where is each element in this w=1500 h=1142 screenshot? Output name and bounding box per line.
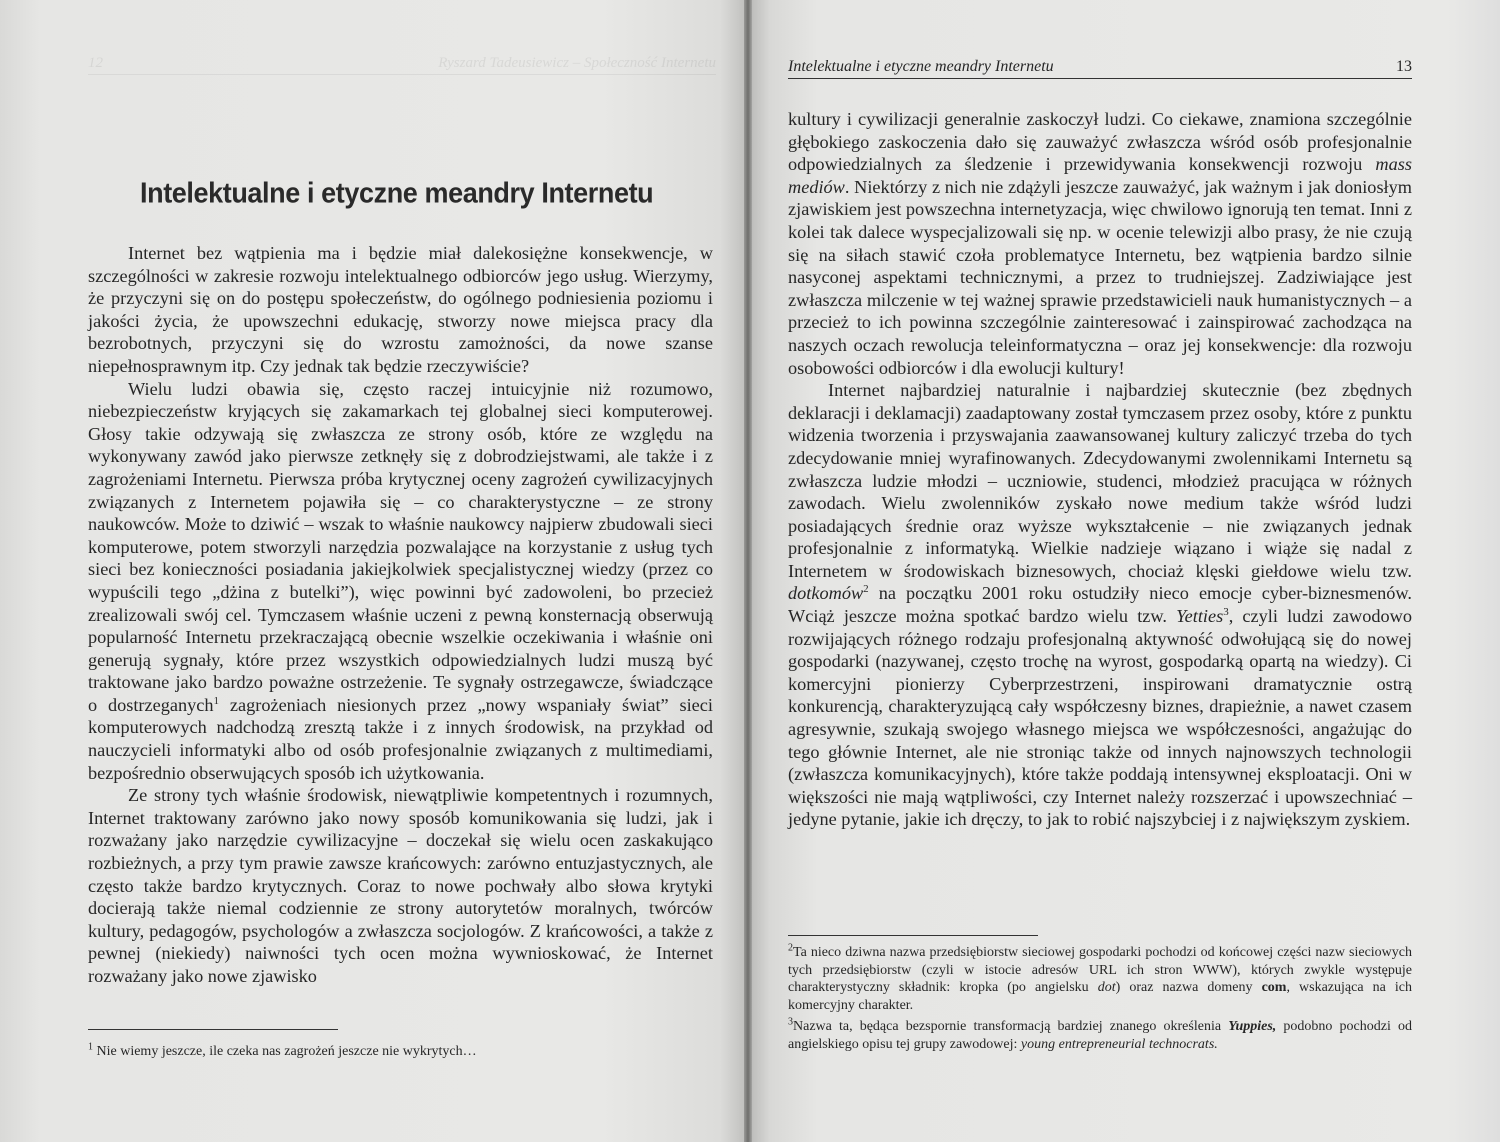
text-run: ) oraz nazwa domeny [1115, 980, 1253, 995]
ghost-title: Ryszard Tadeusiewicz – Społeczność Internetu [438, 55, 716, 71]
emphasis-dotkomow: dotkomów [788, 583, 864, 604]
text-run: Nazwa ta, będąca bezspornie transformacją bardziej znanego określenia [793, 1019, 1222, 1034]
left-body-text [88, 242, 713, 988]
emphasis-com: com [1261, 980, 1287, 995]
paragraph-2-text: Wielu ludzi obawia się, często raczej intuicyjnie niż rozumowo, niebezpieczeństw kryjących się zakamarkach tej globalnej sieci komputerowej. Głosy takie odzywają się zwłaszcza ze strony osób, które ze względu na wykonywany zawód jako pierwsze zetknęły się z dobrodziejstwami, ale także i z zagrożeniami Internetu. Pierwsza próba krytycznej oceny zagrożeń cywilizacyjnych związanych z Internetem pojawiła się – co charakterystyczne – ze strony naukowców. Może to dziwić – wszak to właśnie naukowcy najpierw zbudowali sieci komputerowe, potem stworzyli narzędzia pozwalające na korzystanie z usług tych sieci bez konieczności posiadania jakiejkolwiek specjalistycznej wiedzy (przez co wypuścili tego „dżina z butelki”), więc powinni być zadowoleni, bo przecież zrealizowali swój cel. Tymczasem właśnie uczeni z pewną konsternacją obserwują popularność Internetu przekraczającą obecnie wszelkie oczekiwania i właśnie oni generują sygnały, które przez wszystkich odpowiedzialnych ludzi muszą być traktowane jako bardzo poważne ostrzeżenie. Te sygnały ostrzegawcze, świadczące o dostrzeganych [88, 378, 713, 715]
running-head-title: Intelektualne i etyczne meandry Internetu [788, 58, 1054, 75]
emphasis-mass-media: mass mediów [788, 154, 1412, 197]
text-run: , czyli ludzi zawodowo rozwijających różnego rodzaju profesjonalną aktywność odwołującą się do nowej gospodarki (nazywanej, często trochę na wyrost, gospodarką opartą na wiedzy). Ci komercyjni pionierzy Cyberprzestrzeni, inspirowani dramatycznie ostrą konkurencją, charakteryzującą cały współczesny biznes, drapieżnie, a nawet czasem agresywnie, szukają swojego własnego miejsca we współczesności, angażując do tego głównie Internet, ale nie stroniąc także od innych najnowszych technologii (zwłaszcza komunikacyjnych), które także poddają intensywnej eksploatacji. Oni w większości nie mają wątpliwości, czy Internet należy rozszerzać i upowszechniać – jedyne pytanie, jakie ich dręczy, to jak to robić najszybciej i z największym zyskiem. [788, 606, 1412, 830]
footnote-marker-1: 1 [213, 694, 220, 707]
paragraph-internet-adoption [788, 379, 1412, 831]
right-page [748, 0, 1500, 1142]
footnote-marker-3: 3 [1223, 605, 1229, 618]
emphasis-yetties: Yetties [1176, 606, 1224, 627]
ghost-header [88, 55, 716, 75]
footnotes-right [788, 944, 1412, 1057]
footnote-3 [788, 1018, 1412, 1053]
text-run: na początku 2001 roku ostudziły nieco emocje cyber-biznesmenów. Wciąż jeszcze można spotkać bardzo wielu tzw. [788, 583, 1412, 627]
paragraph-2 [88, 378, 713, 785]
page-number: 13 [1396, 58, 1412, 75]
text-run: Ta nieco dziwna nazwa przedsiębiorstw sieciowej gospodarki pochodzi od końcowej części nazw sieciowych tych przedsiębiorstw (czyli w istocie adresów URL ich stron WWW), których zwykle występuje charakterystyczny składnik: kropka (po angielsku [788, 945, 1412, 995]
footnote-rule-left [88, 1029, 338, 1030]
text-run: , wskazująca na ich komercyjny charakter. [788, 980, 1413, 1013]
paragraph-2-cont: zagrożeniach niesionych przez „nowy wspaniały świat” sieci komputerowych nadchodzą zresztą także i z innych środowisk, na przykład od nauczycieli informatyki albo od osób profesjonalnie związanych z multimediami, bezpośrednio obserwujących sposób ich użytkowania. [88, 694, 713, 783]
book-gutter [744, 0, 752, 1142]
footnote-rule-right [788, 935, 1038, 936]
right-body-text [788, 108, 1412, 831]
footnote-1-number: 1 [88, 1041, 93, 1053]
text-run: Internet najbardziej naturalnie i najbardziej skutecznie (bez zbędnych deklaracji i deklamacji) zaadaptowany został tymczasem przez osoby, które z punktu widzenia tworzenia i przyswajania zaawansowanej kultury zaliczyć trzeba do tych zdecydowanie mniej wyrafinowanych. Zdecydowanymi zwolennikami Internetu są zwłaszcza ludzie młodzi – uczniowie, studenci, młodzież pracująca w różnych zawodach. Wielu zwolenników zyskało nowe medium także wśród ludzi posiadających średnie oraz wyższe wykształcenie – nie związanych jednak profesjonalnie z informatyką. Wielkie nadzieje wiązano i wiąże się nadal z Internetem w środowiskach biznesowych, chociaż klęski giełdowe wielu tzw. [788, 380, 1412, 581]
footnote-3-number: 3 [788, 1016, 793, 1028]
paragraph-3: Ze strony tych właśnie środowisk, niewątpliwie kompetentnych i rozumnych, Internet traktowany zarówno jako nowy sposób komunikowania się ludzi, jak i rozważany jako narzędzie cywilizacyjne – doczekał się wielu ocen zaskakująco rozbieżnych, a przy tym prawie zawsze krańcowych: zarówno entuzjastycznych, ale często także bardzo krytycznych. Coraz to nowe pochwały albo słowa krytyki docierają także niemal codziennie ze strony autorytetów moralnych, twórców kultury, pedagogów, psychologów a zwłaszcza socjologów. Z krańcowości, a także z pewnej (niekiedy) naiwności tych ocen można wywnioskować, że Internet rozważany jako nowe zjawisko [88, 785, 713, 986]
footnote-marker-2: 2 [863, 583, 869, 596]
paragraph-1: Internet bez wątpienia ma i będzie miał dalekosiężne konsekwencje, w szczególności w zakresie rozwoju intelektualnego odbiorców jego usług. Wierzymy, że przyczyni się on do postępu społeczeństw, do ogólnego podniesienia poziomu i jakości życia, że upowszechni edukację, stworzy nowe miejsca pracy dla bezrobotnych, przyczyni się do wzrostu zamożności, da nowe szanse niepełnosprawnym itp. Czy jednak tak będzie rzeczywiście? [88, 243, 713, 376]
emphasis-young-entrepreneurial: young entrepreneurial technocrats. [1020, 1036, 1218, 1052]
emphasis-dot: dot [1097, 980, 1116, 995]
text-run: podobno pochodzi od angielskiego opisu tej grupy zawodowej: [788, 1019, 1412, 1052]
left-page [0, 0, 748, 1142]
footnote-2-number: 2 [788, 942, 793, 954]
footnote-2 [788, 944, 1412, 1014]
running-head [788, 58, 1412, 79]
ghost-page-number: 12 [88, 55, 103, 71]
chapter-title: Intelektualne i etyczne meandry Internetu [140, 177, 654, 209]
paragraph-continued [788, 108, 1412, 379]
footnote-1-text: Nie wiemy jeszcze, ile czeka nas zagrożeń jeszcze nie wykrytych… [96, 1044, 477, 1059]
emphasis-yuppies: Yuppies, [1228, 1019, 1277, 1034]
text-run: . Niektórzy z nich nie zdążyli jeszcze zauważyć, jak ważnym i jak doniosłym zjawiskiem jest powszechna internetyzacja, więc chwilowo ignorują ten temat. Inni z kolei tak dalece wyspecjalizowali się np. w ocenie telewizji albo prasy, że nie czują się na siłach stawić czoła problematyce Internetu, bez wątpienia bardzo silnie nasyconej aspektami technicznymi, a przez to trudniejszej. Zadziwiające jest zwłaszcza milczenie w tej ważnej sprawie przedstawicieli nauk humanistycznych – a przecież to ich powinna szczególnie zainteresować i zainspirować zachodząca na naszych oczach rewolucja teleinformatyczna – oraz jej konsekwencje: dla rozwoju osobowości odbiorców i dla ewolucji kultury! [788, 176, 1412, 378]
footnote-1 [88, 1043, 713, 1061]
text-run: kultury i cywilizacji generalnie zaskoczył ludzi. Co ciekawe, znamiona szczególnie głębokiego zaskoczenia dało się zauważyć zwłaszcza wśród osób profesjonalnie odpowiedzialnych za śledzenie i przewidywania konsekwencji rozwoju [788, 109, 1412, 175]
